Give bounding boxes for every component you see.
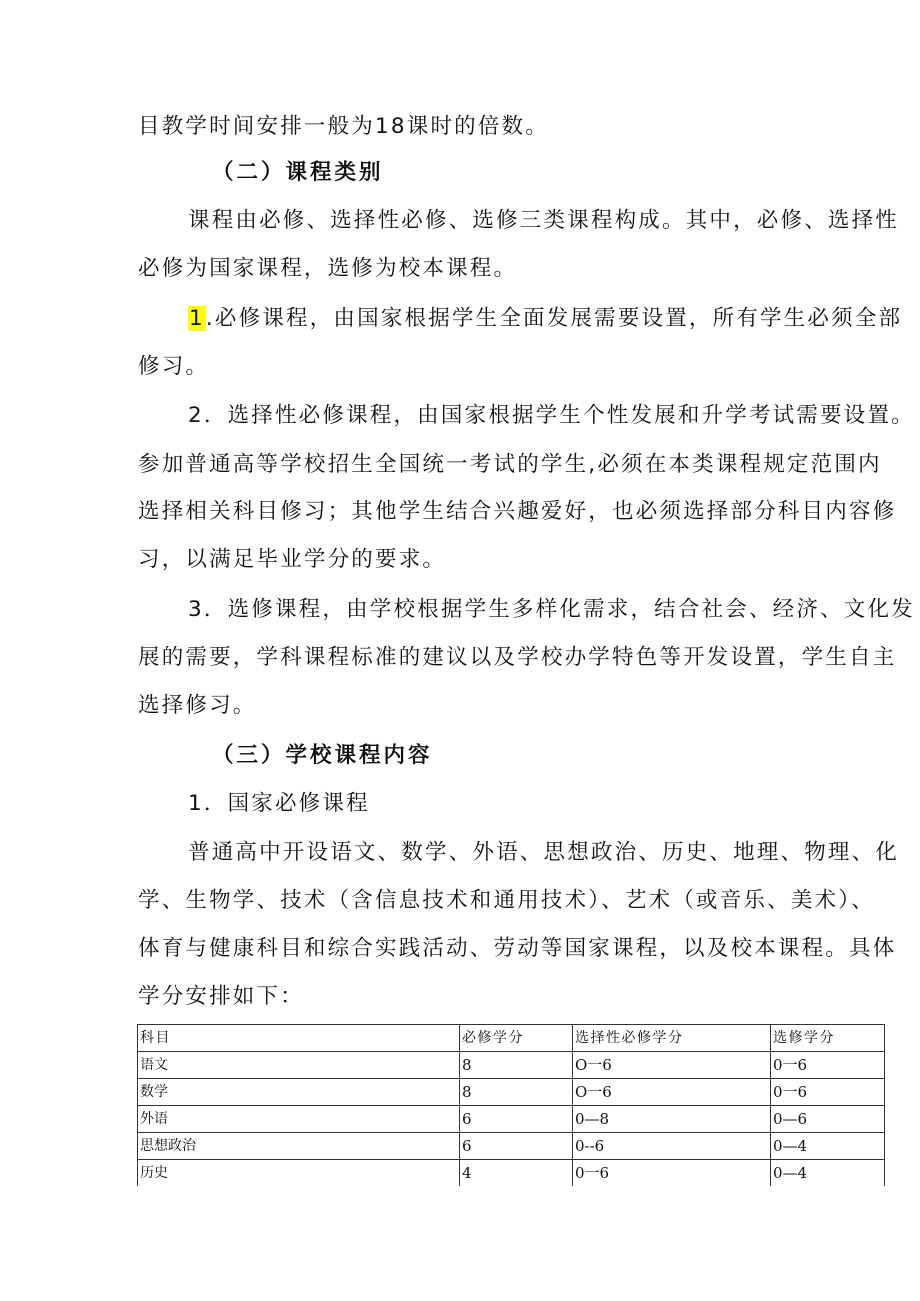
paragraph-line: 习，以满足毕业学分的要求。 — [138, 547, 447, 572]
section-heading-school-courses: （三）学校课程内容 — [212, 743, 433, 768]
table-header-row — [138, 1025, 885, 1052]
table-cell-subject: 语文 — [138, 1052, 460, 1079]
table-cell: 0--6 — [573, 1133, 771, 1160]
paragraph-line — [188, 304, 920, 334]
paragraph-line: 普通高中开设语文、数学、外语、思想政治、历史、地理、物理、化 — [188, 840, 900, 865]
table-cell: 0—4 — [771, 1133, 885, 1160]
table-cell: 0—8 — [573, 1106, 771, 1133]
paragraph-line: 选择相关科目修习；其他学生结合兴趣爱好，也必须选择部分科目内容修 — [138, 499, 897, 524]
table-header-cell: 选择性必修学分 — [573, 1025, 771, 1052]
table-row — [138, 1052, 885, 1079]
table-cell: 0一6 — [771, 1052, 885, 1079]
paragraph-text: .必修课程，由国家根据学生全面发展需要设置，所有学生必须全部 — [205, 306, 903, 331]
table-cell: 8 — [460, 1052, 573, 1079]
table-row — [138, 1106, 885, 1133]
table-cell: 8 — [460, 1079, 573, 1106]
table-row — [138, 1160, 885, 1187]
subheading-national-required: 1．国家必修课程 — [188, 791, 370, 816]
table-cell: 0一6 — [573, 1160, 771, 1187]
table-cell-subject: 历史 — [138, 1160, 460, 1187]
table-row — [138, 1133, 885, 1160]
credits-table — [137, 1024, 885, 1186]
table-cell: O一6 — [573, 1052, 771, 1079]
table-header-cell: 科目 — [138, 1025, 460, 1052]
table-cell: 0—4 — [771, 1160, 885, 1187]
table-header-cell: 必修学分 — [460, 1025, 573, 1052]
paragraph-line: 课程由必修、选择性必修、选修三类课程构成。其中，必修、选择性 — [188, 208, 900, 233]
paragraph-line: 选择修习。 — [138, 693, 257, 718]
table-row — [138, 1079, 885, 1106]
table-header-cell: 选修学分 — [771, 1025, 885, 1052]
paragraph-line: 展的需要，学科课程标准的建议以及学校办学特色等开发设置，学生自主 — [138, 645, 897, 670]
table-cell: O一6 — [573, 1079, 771, 1106]
table-cell: 6 — [460, 1133, 573, 1160]
paragraph-line: 学分安排如下： — [138, 984, 304, 1009]
paragraph-line: 学、生物学、技术（含信息技术和通用技术）、艺术（或音乐、美术）、 — [138, 888, 875, 913]
paragraph-continuation: 目教学时间安排一般为18课时的倍数。 — [138, 114, 549, 139]
paragraph-line: 3．选修课程，由学校根据学生多样化需求，结合社会、经济、文化发 — [188, 597, 915, 622]
table-cell: 0一6 — [771, 1079, 885, 1106]
table-cell: 0—6 — [771, 1106, 885, 1133]
paragraph-line: 体育与健康科目和综合实践活动、劳动等国家课程，以及校本课程。具体 — [138, 936, 897, 961]
paragraph-line: 2．选择性必修课程，由国家根据学生个性发展和升学考试需要设置。 — [188, 403, 915, 428]
table-cell: 6 — [460, 1106, 573, 1133]
highlighted-number: 1 — [189, 306, 205, 331]
paragraph-line: 参加普通高等学校招生全国统一考试的学生,必须在本类课程规定范围内 — [138, 452, 882, 477]
table-cell-subject: 数学 — [138, 1079, 460, 1106]
paragraph-line: 修习。 — [138, 354, 210, 379]
section-heading-course-categories: （二）课程类别 — [212, 160, 384, 185]
table-cell-subject: 外语 — [138, 1106, 460, 1133]
table-cell: 4 — [460, 1160, 573, 1187]
paragraph-line: 必修为国家课程，选修为校本课程。 — [138, 256, 518, 281]
table-cell-subject: 思想政治 — [138, 1133, 460, 1160]
